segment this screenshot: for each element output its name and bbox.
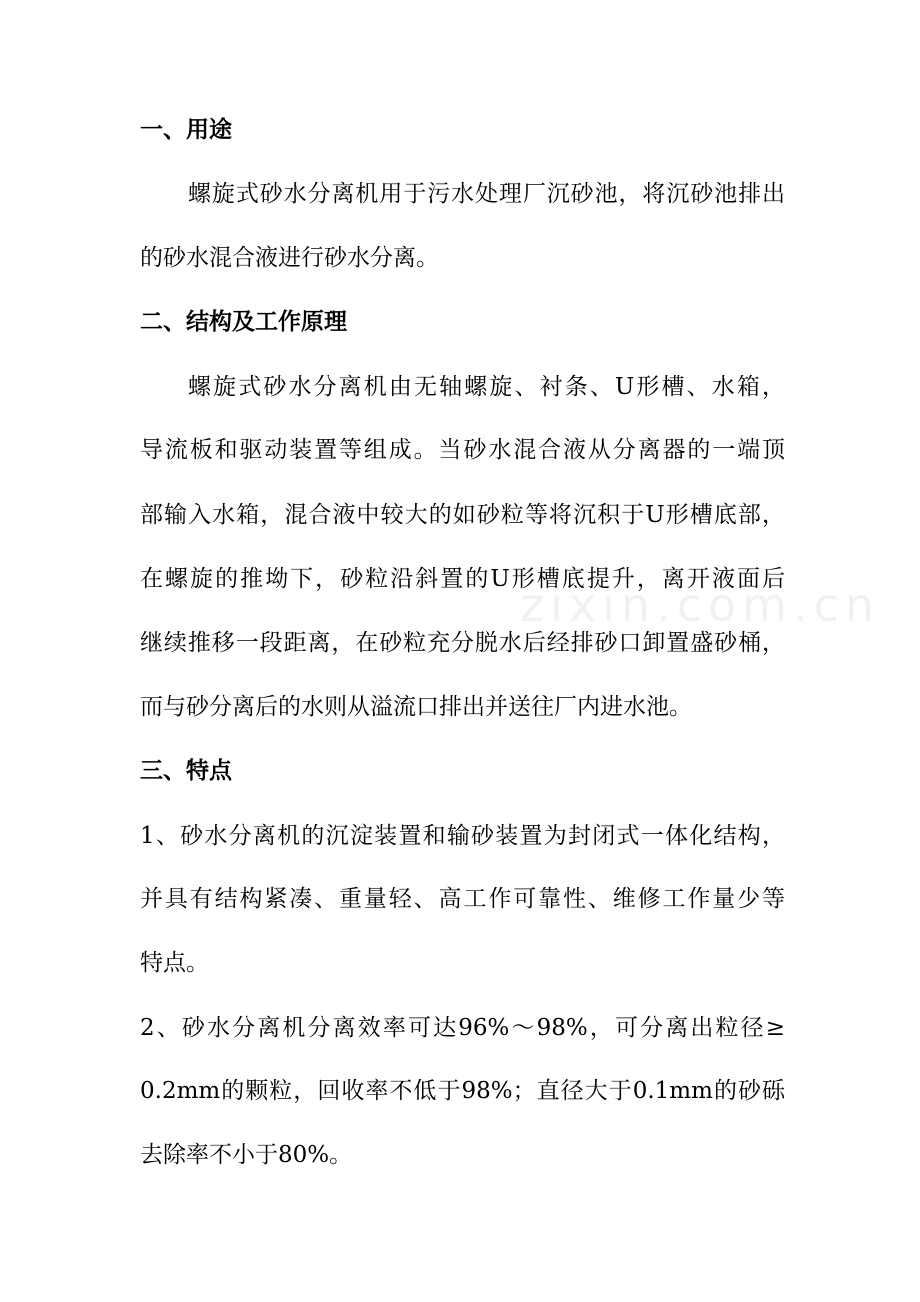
paragraph-line: 特点。 <box>140 950 209 976</box>
paragraph-line: 去除率不小于80%。 <box>140 1142 353 1168</box>
paragraph-line: 继续推移一段距离，在砂粒充分脱水后经排砂口卸置盛砂桶， <box>140 630 785 656</box>
section-heading-features: 三、特点 <box>140 758 232 784</box>
paragraph-line: 螺旋式砂水分离机由无轴螺旋、衬条、U形槽、水箱， <box>188 374 785 400</box>
paragraph-line: 而与砂分离后的水则从溢流口排出并送往厂内进水池。 <box>140 694 692 720</box>
paragraph-line: 并具有结构紧凑、重量轻、高工作可靠性、维修工作量少等 <box>140 886 785 912</box>
section-heading-usage: 一、用途 <box>140 117 232 143</box>
paragraph-line: 2、砂水分离机分离效率可达96%～98%，可分离出粒径≥ <box>140 1015 785 1041</box>
paragraph-line: 0.2mm的颗粒，回收率不低于98%；直径大于0.1mm的砂砾 <box>140 1078 785 1104</box>
paragraph-line: 1、砂水分离机的沉淀装置和输砂装置为封闭式一体化结构， <box>140 823 785 849</box>
section-heading-structure: 二、结构及工作原理 <box>140 309 347 335</box>
paragraph-line: 部输入水箱，混合液中较大的如砂粒等将沉积于U形槽底部， <box>140 502 785 528</box>
paragraph-line: 螺旋式砂水分离机用于污水处理厂沉砂池，将沉砂池排出 <box>188 181 785 207</box>
watermark: zixin.com.cn <box>520 578 881 632</box>
paragraph-line: 的砂水混合液进行砂水分离。 <box>140 245 439 271</box>
paragraph-line: 导流板和驱动装置等组成。当砂水混合液从分离器的一端顶 <box>140 437 785 463</box>
paragraph-line: 在螺旋的推坳下，砂粒沿斜置的U形槽底提升，离开液面后 <box>140 566 785 592</box>
